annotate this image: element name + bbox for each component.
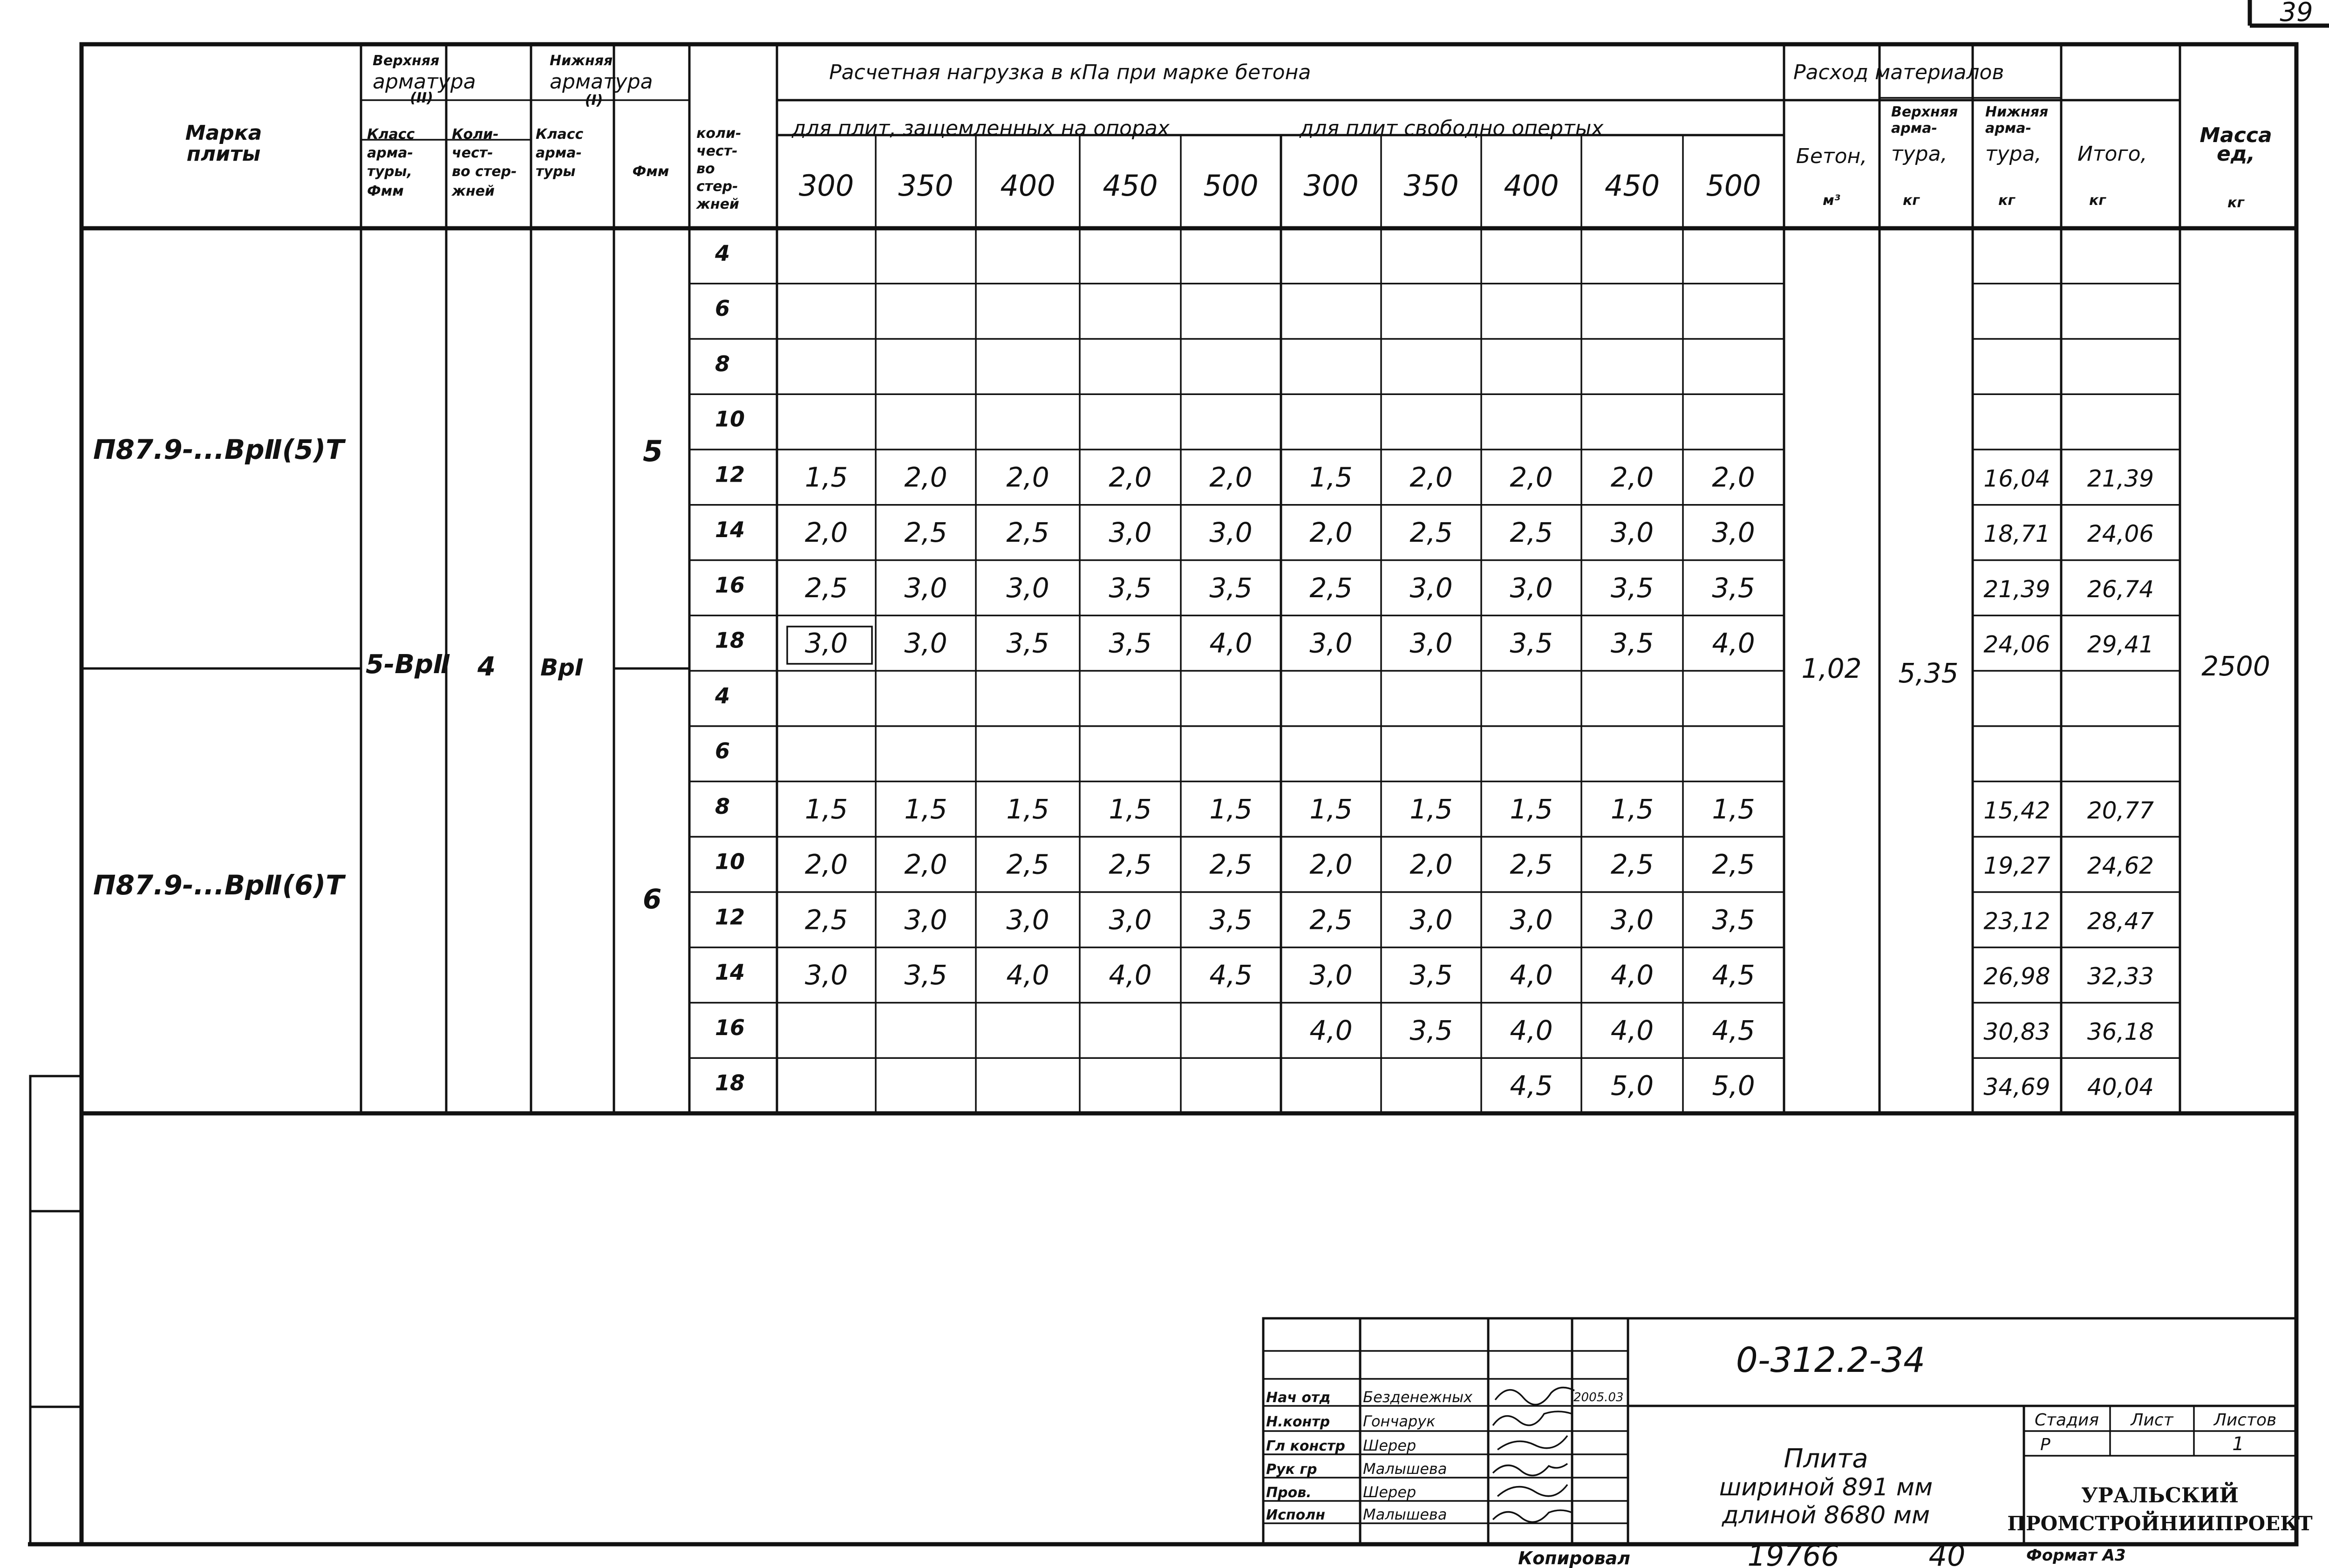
load-value: 3,0 — [1209, 517, 1253, 549]
header-verkh-arm: Верхняя — [373, 53, 440, 69]
person-name: Гончарук — [1363, 1412, 1436, 1430]
load-value: 3,0 — [1712, 517, 1755, 549]
role-label: Н.контр — [1266, 1414, 1330, 1430]
load-value: 3,0 — [904, 904, 947, 936]
header-niz-arm: Нижняя — [550, 53, 613, 69]
grade-header: 300 — [798, 169, 854, 203]
load-value: 4,0 — [1510, 1014, 1553, 1046]
date-field: 2005.03 — [1573, 1391, 1624, 1404]
load-value: 2,0 — [904, 848, 947, 880]
header-klass-niz: арма- — [536, 145, 582, 161]
rod-count: 8 — [715, 351, 730, 376]
load-value: 3,0 — [1610, 517, 1654, 549]
load-value: 3,0 — [1109, 904, 1152, 936]
header-kol-niz: стер- — [696, 178, 738, 195]
rod-count: 10 — [715, 406, 745, 432]
grade-header: 400 — [1000, 169, 1056, 203]
load-value: 2,0 — [1309, 848, 1353, 880]
load-value: 3,5 — [1109, 572, 1152, 604]
header-niz-kg: тура, — [1985, 142, 2042, 166]
header-kol-verkh: жней — [452, 183, 495, 199]
grade-header: 500 — [1706, 169, 1761, 203]
header-beton: м³ — [1823, 192, 1840, 209]
header-niz-kg: арма- — [1985, 120, 2031, 136]
group-marka-2: П87.9-...ВрⅡ(6)Т — [93, 869, 344, 901]
grade-header: 400 — [1504, 169, 1559, 203]
load-value: 4,5 — [1712, 1014, 1755, 1046]
itogo-value: 21,39 — [2087, 465, 2154, 492]
load-value: 2,5 — [1712, 848, 1755, 880]
copied-extra: 40 — [1928, 1539, 1966, 1568]
grade-header: 350 — [898, 169, 953, 203]
itogo-value: 20,77 — [2087, 797, 2154, 824]
header-beton: Бетон, — [1796, 144, 1867, 168]
load-value: 4,5 — [1712, 959, 1755, 991]
niz-arm-value: 26,98 — [1983, 963, 2050, 990]
load-value: 1,5 — [1610, 793, 1654, 825]
load-value: 2,0 — [1006, 461, 1049, 493]
niz-arm-value: 16,04 — [1983, 465, 2050, 492]
load-value: 1,5 — [904, 793, 947, 825]
load-value: 3,5 — [1410, 1014, 1453, 1046]
itogo-value: 24,62 — [2087, 852, 2154, 879]
rod-count: 10 — [715, 849, 745, 874]
load-value: 5,0 — [1712, 1070, 1755, 1102]
itogo-value: 28,47 — [2087, 907, 2154, 935]
load-value: 5,0 — [1610, 1070, 1654, 1102]
shared-verkh-kg: 5,35 — [1898, 657, 1959, 689]
header-kol-niz: коли- — [696, 125, 742, 142]
header-kol-niz: чест- — [696, 143, 738, 159]
merged-values — [93, 434, 2270, 915]
header-marka-line: Марка — [185, 121, 262, 145]
load-value: 3,5 — [1209, 572, 1253, 604]
header-niz-kg: Нижняя — [1985, 104, 2049, 120]
load-value: 2,5 — [1610, 848, 1654, 880]
rod-count: 4 — [715, 683, 730, 709]
load-value: 4,5 — [1510, 1070, 1553, 1102]
load-value: 3,5 — [1109, 627, 1152, 659]
load-value: 2,5 — [804, 904, 848, 936]
load-value: 2,5 — [804, 572, 848, 604]
load-value: 2,0 — [1410, 461, 1453, 493]
person-name: Малышева — [1363, 1460, 1447, 1478]
header-kol-verkh: во стер- — [452, 164, 517, 180]
load-value: 4,5 — [1209, 959, 1253, 991]
binding-margin-box — [30, 1076, 82, 1544]
group-fi-1: 5 — [643, 434, 663, 468]
niz-arm-value: 30,83 — [1983, 1018, 2050, 1045]
load-value: 2,0 — [804, 517, 848, 549]
role-label: Нач отд — [1266, 1390, 1331, 1406]
header-verkh-arm: арматура — [373, 70, 476, 94]
itogo-value: 24,06 — [2087, 520, 2154, 548]
load-value: 3,0 — [1510, 572, 1553, 604]
load-value: 3,5 — [1410, 959, 1453, 991]
load-value: 3,0 — [1510, 904, 1553, 936]
sheet-label: Лист — [2131, 1411, 2173, 1430]
itogo-value: 29,41 — [2087, 631, 2154, 658]
load-value: 2,5 — [1309, 904, 1353, 936]
page-number: 39 — [2280, 0, 2313, 27]
rod-count: 6 — [715, 738, 730, 764]
load-value: 3,0 — [804, 959, 848, 991]
role-label: Гл констр — [1266, 1438, 1345, 1454]
load-value: 2,0 — [1109, 461, 1152, 493]
header-rashod: Расход материалов — [1793, 61, 2004, 84]
header-niz-kg: кг — [1998, 192, 2016, 209]
load-value: 2,5 — [1006, 517, 1049, 549]
person-name: Шерер — [1363, 1437, 1416, 1454]
header-klass-niz: туры — [536, 164, 576, 180]
load-value: 2,0 — [904, 461, 947, 493]
load-value: 4,0 — [1209, 627, 1253, 659]
load-value: 2,0 — [1309, 517, 1353, 549]
sheets-label: Листов — [2213, 1411, 2277, 1430]
rod-count: 18 — [715, 627, 745, 653]
header-svobodno: для плит свободно опертых — [1300, 116, 1604, 140]
load-value: 1,5 — [1109, 793, 1152, 825]
header-verkh-kg: Верхняя — [1891, 104, 1958, 120]
load-value: 3,5 — [904, 959, 947, 991]
rod-count: 4 — [715, 240, 730, 266]
load-value: 3,0 — [1410, 572, 1453, 604]
grade-header: 450 — [1604, 169, 1660, 203]
load-value: 3,5 — [1712, 572, 1755, 604]
person-name: Шерер — [1363, 1483, 1416, 1501]
load-value: 1,5 — [804, 461, 848, 493]
niz-arm-value: 18,71 — [1983, 520, 2050, 548]
header-kol-verkh: чест- — [452, 145, 493, 161]
load-value: 1,5 — [1309, 461, 1353, 493]
header-klass-verkh: туры, — [367, 164, 412, 180]
rod-count: 12 — [715, 462, 745, 487]
shared-beton: 1,02 — [1801, 653, 1862, 684]
itogo-value: 36,18 — [2087, 1018, 2154, 1045]
title-line: Плита — [1784, 1444, 1868, 1474]
grade-header: 300 — [1303, 169, 1359, 203]
load-value: 3,5 — [1712, 904, 1755, 936]
load-value: 3,0 — [1309, 959, 1353, 991]
load-value: 1,5 — [804, 793, 848, 825]
load-value: 1,5 — [1712, 793, 1755, 825]
header-itogo: кг — [2089, 192, 2106, 209]
shared-massa: 2500 — [2201, 650, 2270, 682]
load-value: 3,0 — [1006, 572, 1049, 604]
header-verkh-kg: кг — [1903, 192, 1920, 209]
header-klass-verkh: арма- — [367, 145, 413, 161]
load-value: 4,0 — [1610, 959, 1654, 991]
title-line: длиной 8680 мм — [1722, 1501, 1930, 1529]
load-value: 2,5 — [1510, 848, 1553, 880]
load-value: 2,0 — [1410, 848, 1453, 880]
org-name-line: ПРОМСТРОЙНИИПРОЕКТ — [2007, 1512, 2313, 1535]
niz-arm-value: 21,39 — [1983, 575, 2050, 603]
load-value: 3,5 — [1610, 572, 1654, 604]
rod-count: 14 — [715, 517, 745, 543]
load-value: 3,0 — [1610, 904, 1654, 936]
role-label: Пров. — [1266, 1485, 1312, 1501]
load-value: 2,0 — [804, 848, 848, 880]
table-grid — [82, 44, 2296, 1113]
load-value: 3,0 — [804, 627, 848, 659]
grade-header: 500 — [1203, 169, 1259, 203]
load-value: 4,0 — [1006, 959, 1049, 991]
load-value: 1,5 — [1006, 793, 1049, 825]
rod-count: 6 — [715, 296, 730, 321]
load-value: 3,0 — [1109, 517, 1152, 549]
header-itogo: Итого, — [2077, 142, 2147, 166]
group-marka-1: П87.9-...ВрⅡ(5)Т — [93, 434, 344, 465]
load-value: 2,5 — [1309, 572, 1353, 604]
load-value: 3,0 — [904, 572, 947, 604]
header-klass-verkh: Класс — [367, 126, 415, 143]
load-value: 3,5 — [1209, 904, 1253, 936]
load-value: 2,5 — [1209, 848, 1253, 880]
header-raschetnaya: Расчетная нагрузка в кПа при марке бетона — [829, 61, 1311, 84]
person-name: Малышева — [1363, 1506, 1447, 1523]
niz-arm-value: 24,06 — [1983, 631, 2050, 658]
niz-arm-value: 19,27 — [1983, 852, 2050, 879]
load-value: 1,5 — [1209, 793, 1253, 825]
load-value: 2,5 — [1109, 848, 1152, 880]
load-value: 3,0 — [1309, 627, 1353, 659]
shared-klass-niz: ВрⅠ — [540, 654, 584, 681]
org-name-line: УРАЛЬСКИЙ — [2081, 1484, 2239, 1507]
header-verkh-roman: (II) — [410, 90, 433, 106]
load-value: 2,5 — [1510, 517, 1553, 549]
header-kol-verkh: Коли- — [452, 126, 499, 143]
load-value: 1,5 — [1309, 793, 1353, 825]
rod-count: 16 — [715, 572, 745, 598]
load-value: 1,5 — [1510, 793, 1553, 825]
header-klass-verkh: Фмм — [367, 183, 404, 199]
shared-kol-verkh: 4 — [477, 652, 496, 682]
header-kol-niz: жней — [696, 196, 739, 212]
title-block — [1263, 1318, 2313, 1544]
grade-header: 350 — [1403, 169, 1459, 203]
load-value: 2,5 — [1006, 848, 1049, 880]
header-marka-line: плиты — [186, 142, 261, 166]
header-niz-arm: арматура — [550, 70, 653, 94]
group-fi-2: 6 — [643, 883, 662, 915]
load-value: 2,5 — [1410, 517, 1453, 549]
niz-arm-value: 34,69 — [1983, 1073, 2050, 1101]
header-massa: кг — [2227, 195, 2245, 211]
load-value: 2,5 — [904, 517, 947, 549]
role-label: Исполн — [1266, 1507, 1325, 1523]
header-massa: ед, — [2216, 142, 2255, 166]
header-klass-niz: Класс — [536, 126, 584, 143]
doc-code: 0-312.2-34 — [1736, 1340, 1926, 1380]
load-value: 4,0 — [1109, 959, 1152, 991]
person-name: Безденежных — [1363, 1388, 1473, 1406]
load-value: 3,0 — [904, 627, 947, 659]
header-verkh-kg: арма- — [1891, 120, 1937, 136]
title-line: шириной 891 мм — [1719, 1473, 1933, 1501]
header-kol-niz: во — [696, 161, 715, 177]
itogo-value: 32,33 — [2087, 963, 2154, 990]
load-value: 4,0 — [1309, 1014, 1353, 1046]
rod-count: 16 — [715, 1015, 745, 1040]
header-zashch: для плит, защемленных на опорах — [792, 116, 1170, 140]
role-label: Рук гр — [1266, 1461, 1317, 1478]
format-label: Формат А3 — [2026, 1546, 2126, 1565]
load-value: 3,0 — [1410, 904, 1453, 936]
load-value: 3,5 — [1006, 627, 1049, 659]
load-value: 3,0 — [1006, 904, 1049, 936]
load-value: 4,0 — [1610, 1014, 1654, 1046]
header-fi-mm: Фмм — [632, 164, 669, 180]
shared-klass-verkh: 5-ВрⅡ — [366, 649, 450, 680]
load-value: 2,0 — [1209, 461, 1253, 493]
stage-value: Р — [2040, 1435, 2050, 1454]
header-massa: Масса — [2200, 123, 2272, 147]
load-value: 3,5 — [1610, 627, 1654, 659]
header-verkh-kg: тура, — [1891, 142, 1948, 166]
sheets-value: 1 — [2232, 1433, 2244, 1455]
grade-header: 450 — [1103, 169, 1158, 203]
niz-arm-value: 23,12 — [1983, 907, 2050, 935]
stage-label: Стадия — [2034, 1411, 2099, 1430]
niz-arm-value: 15,42 — [1983, 797, 2050, 824]
load-value: 3,5 — [1510, 627, 1553, 659]
rod-count: 14 — [715, 960, 745, 985]
header-niz-roman: (I) — [585, 92, 603, 109]
rod-count: 8 — [715, 793, 730, 819]
load-value: 1,5 — [1410, 793, 1453, 825]
load-value: 2,0 — [1510, 461, 1553, 493]
rod-count: 12 — [715, 904, 745, 930]
load-value: 3,0 — [1410, 627, 1453, 659]
itogo-value: 26,74 — [2087, 575, 2154, 603]
load-value: 4,0 — [1510, 959, 1553, 991]
copied-number: 19766 — [1747, 1539, 1839, 1568]
load-value: 4,0 — [1712, 627, 1755, 659]
rod-count: 18 — [715, 1070, 745, 1096]
load-value: 2,0 — [1610, 461, 1654, 493]
copied-label: Копировал — [1518, 1548, 1630, 1568]
load-value: 2,0 — [1712, 461, 1755, 493]
itogo-value: 40,04 — [2087, 1073, 2154, 1101]
